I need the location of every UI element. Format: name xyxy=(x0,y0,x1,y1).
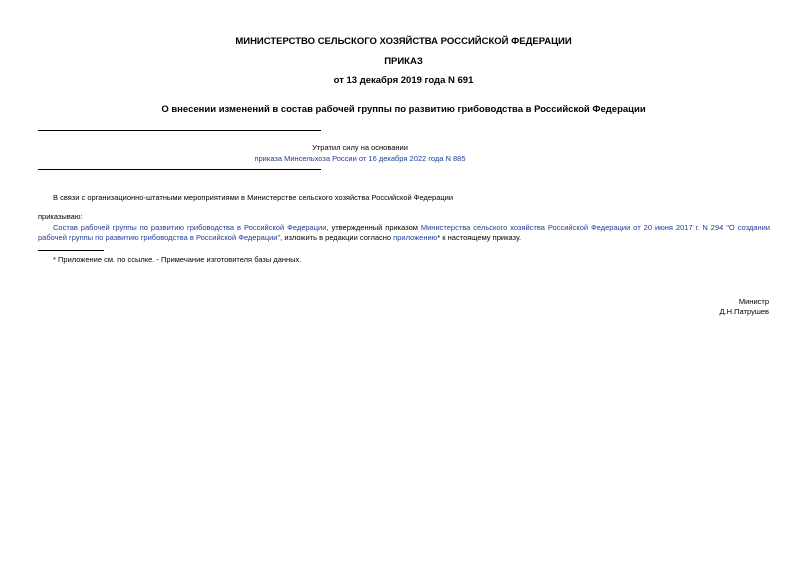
main-paragraph-text-3: * к настоящему приказу. xyxy=(437,233,522,242)
order-word: приказываю: xyxy=(38,212,83,221)
main-paragraph-text-1: , утвержденный приказом xyxy=(326,223,421,232)
ministry-heading: МИНИСТЕРСТВО СЕЛЬСКОГО ХОЗЯЙСТВА РОССИЙСКОЙ ФЕДЕРАЦИИ xyxy=(235,36,572,47)
order-294-link[interactable]: Министерства сельского хозяйства Российской Федерации от 20 июня 2017 г. N 294 "О создании рабочей группы по развитию грибоводства в Российской Федерации" xyxy=(38,223,770,242)
footnote-divider xyxy=(38,250,104,251)
appendix-link[interactable]: приложению xyxy=(393,233,438,242)
signature-position: Министр xyxy=(738,297,769,306)
divider-bottom xyxy=(38,169,321,170)
preamble-text: В связи с организационно-штатными мероприятиями в Министерстве сельского хозяйства Российской Федерации xyxy=(53,193,454,202)
divider-top xyxy=(38,130,321,131)
working-group-composition-link[interactable]: Состав рабочей группы по развитию грибоводства в Российской Федерации xyxy=(53,223,327,232)
doc-date-number: от 13 декабря 2019 года N 691 xyxy=(333,75,474,86)
signature-name: Д.Н.Патрушев xyxy=(719,307,769,316)
doc-type-heading: ПРИКАЗ xyxy=(384,56,423,67)
repeal-order-link[interactable]: приказа Минсельхоза России от 16 декабря 2022 года N 885 xyxy=(254,154,466,163)
status-note-line1: Утратил силу на основании xyxy=(312,143,408,152)
footnote-text: * Приложение см. по ссылке. - Примечание изготовителя базы данных. xyxy=(53,255,302,264)
document-title: О внесении изменений в состав рабочей группы по развитию грибоводства в Российской Федерации xyxy=(161,104,646,115)
main-paragraph xyxy=(38,223,770,243)
status-note-container xyxy=(180,154,540,164)
main-paragraph-text-2: , изложить в редакции согласно xyxy=(280,233,394,242)
